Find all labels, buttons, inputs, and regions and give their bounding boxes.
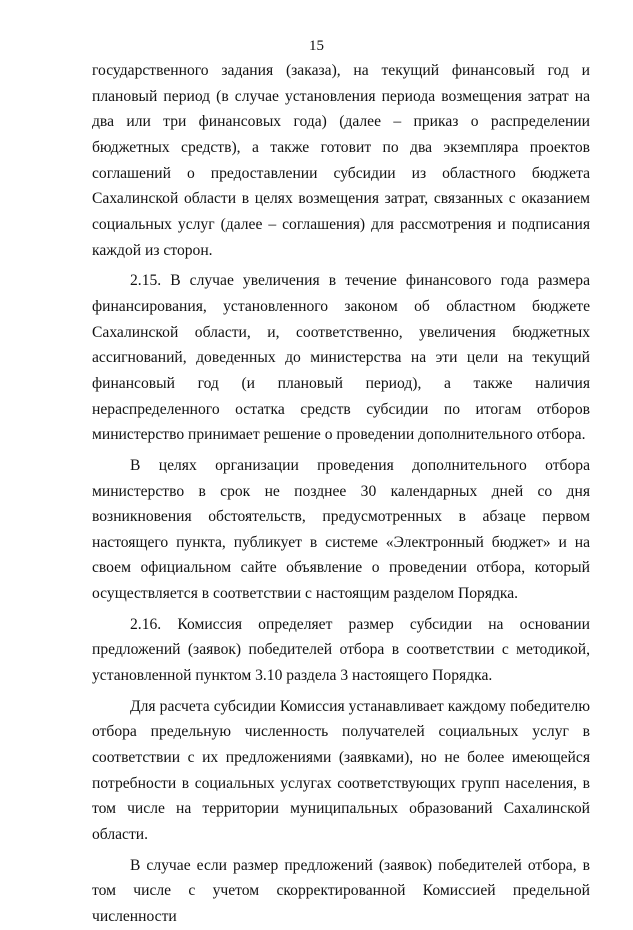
paragraph-subsidy-calculation: Для расчета субсидии Комиссия устанавливает каждому победителю отбора предельную численность получателей социальных услуг в соответствии с их предложениями (заявками), но не более имеющейся потребности в социальных услугах соответствующих групп населения, в том числе на территории муниципальных образований Сахалинской области.	[92, 697, 590, 844]
paragraph-additional-selection: В целях организации проведения дополнительного отбора министерство в срок не позднее 30 календарных дней со дня возникновения обстоятельств, предусмотренных в абзаце первом настоящего пункта, публикует в системе «Электронный бюджет» и на своем официальном сайте объявление о проведении отбора, который осуществляется в соответствии с настоящим разделом Порядка.	[92, 456, 590, 603]
paragraph-proposals-size: В случае если размер предложений (заявок) победителей отбора, в том числе с учетом скорректированной Комиссией предельной численности	[92, 856, 590, 925]
paragraph-continuation: государственного задания (заказа), на текущий финансовый год и плановый период (в случае установления периода возмещения затрат на два или три финансовых года) (далее – приказ о распределении бюджетных средств), а также готовит по два экземпляра проектов соглашений о предоставлении субсидии из областного бюджета Сахалинской области в целях возмещения затрат, связанных с оказанием социальных услуг (далее – соглашения) для рассмотрения и подписания каждой из сторон.	[92, 62, 590, 259]
page-number: 15	[309, 38, 324, 54]
paragraph-2-16: 2.16. Комиссия определяет размер субсидии на основании предложений (заявок) победителей отбора в соответствии с методикой, установленной пунктом 3.10 раздела 3 настоящего Порядка.	[92, 615, 590, 685]
paragraph-2-15: 2.15. В случае увеличения в течение финансового года размера финансирования, установленного законом об областном бюджете Сахалинской области, и, соответственно, увеличения бюджетных ассигнований, доведенных до министерства на эти цели на текущий финансовый год (и плановый период), а также наличия нераспределенного остатка средств субсидии по итогам отборов министерство принимает решение о проведении дополнительного отбора.	[92, 272, 590, 444]
document-body	[92, 58, 590, 930]
